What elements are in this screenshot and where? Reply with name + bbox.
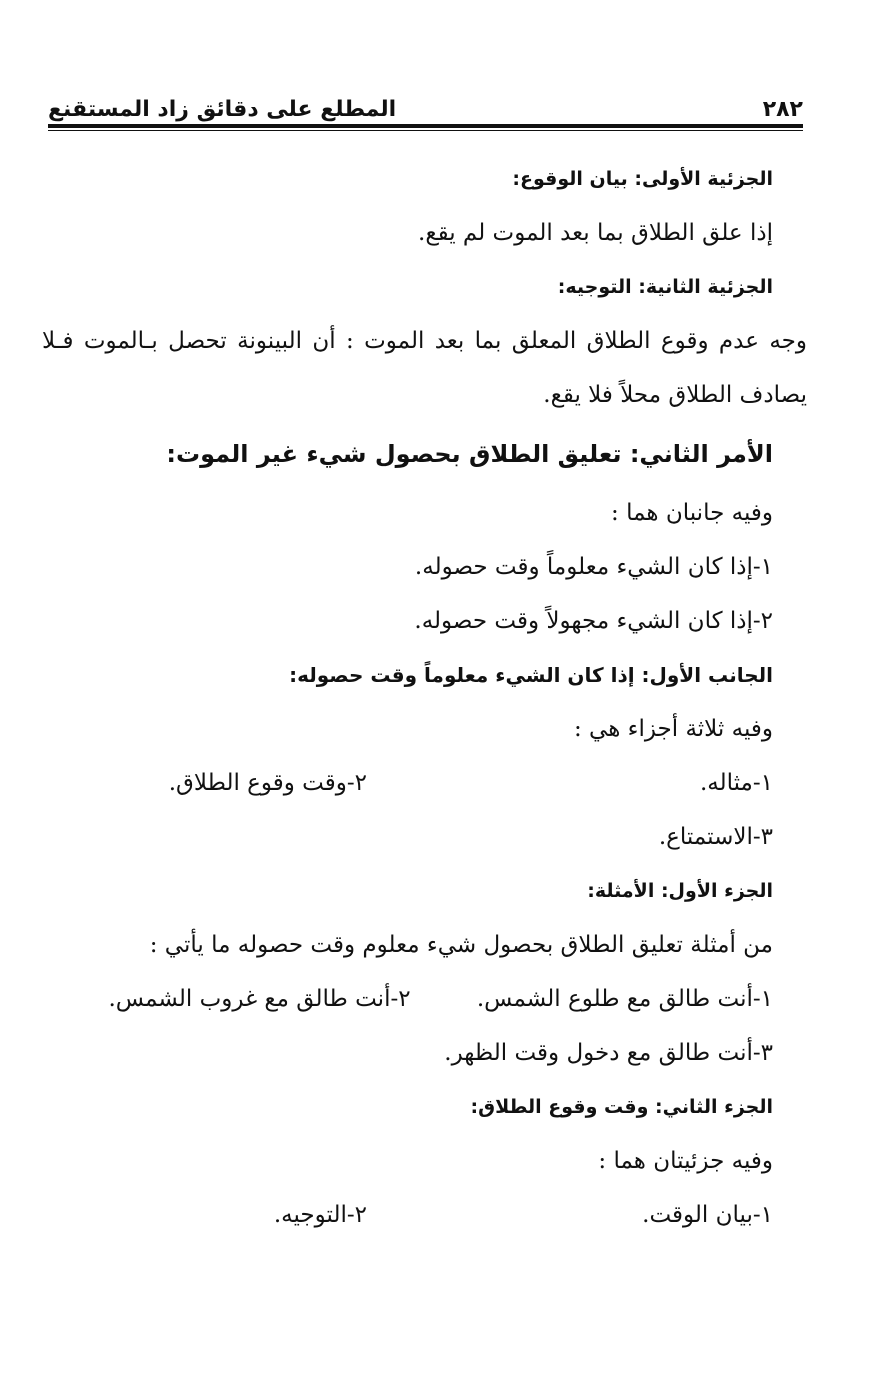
subheading: الجانب الأول: إذا كان الشيء معلوماً وقت حصوله: xyxy=(289,663,773,687)
subheading: الجزئية الأولى: بيان الوقوع: xyxy=(512,168,773,190)
subheading: الجزء الثاني: وقت وقوع الطلاق: xyxy=(470,1096,773,1118)
list-item: ٣-الاستمتاع. xyxy=(658,824,773,850)
subheading: الجزئية الثانية: التوجيه: xyxy=(557,276,773,298)
header-rule-thin xyxy=(48,130,803,131)
list-item: ٢-إذا كان الشيء مجهولاً وقت حصوله. xyxy=(414,608,773,634)
page-number: ٢٨٢ xyxy=(762,97,803,122)
header-rule-thick xyxy=(48,124,803,128)
section-heading: الأمر الثاني: تعليق الطلاق بحصول شيء غير الموت: xyxy=(166,440,773,468)
text-line: إذا علق الطلاق بما بعد الموت لم يقع. xyxy=(418,220,773,246)
list-row xyxy=(48,756,773,810)
text-line: وجه عدم وقوع الطلاق المعلق بما بعد الموت : أن البينونة تحصل بـالموت فـلا xyxy=(42,328,807,354)
list-item: ٣-أنت طالق مع دخول وقت الظهر. xyxy=(444,1040,773,1066)
list-row xyxy=(48,1188,773,1242)
subheading: الجزء الأول: الأمثلة: xyxy=(587,880,773,902)
running-header xyxy=(48,86,803,122)
list-item: ١-مثاله. xyxy=(699,770,773,796)
list-item: ٢-وقت وقوع الطلاق. xyxy=(168,770,367,796)
list-item: ١-أنت طالق مع طلوع الشمس. xyxy=(476,986,773,1012)
text-line: وفيه ثلاثة أجزاء هي : xyxy=(573,716,773,742)
text-line: من أمثلة تعليق الطلاق بحصول شيء معلوم وقت حصوله ما يأتي : xyxy=(149,932,773,958)
page-body xyxy=(42,152,807,1242)
list-item: ١-إذا كان الشيء معلوماً وقت حصوله. xyxy=(414,554,773,580)
text-line: وفيه جانبان هما : xyxy=(611,500,773,526)
list-item: ١-بيان الوقت. xyxy=(642,1202,773,1228)
list-item: ٢-أنت طالق مع غروب الشمس. xyxy=(108,986,411,1012)
text-line: وفيه جزئيتان هما : xyxy=(598,1148,773,1174)
list-item: ٢-التوجيه. xyxy=(273,1202,367,1228)
list-row xyxy=(18,972,773,1026)
text-line: يصادف الطلاق محلاً فلا يقع. xyxy=(543,382,807,408)
book-title: المطلع على دقائق زاد المستقنع xyxy=(48,97,397,122)
